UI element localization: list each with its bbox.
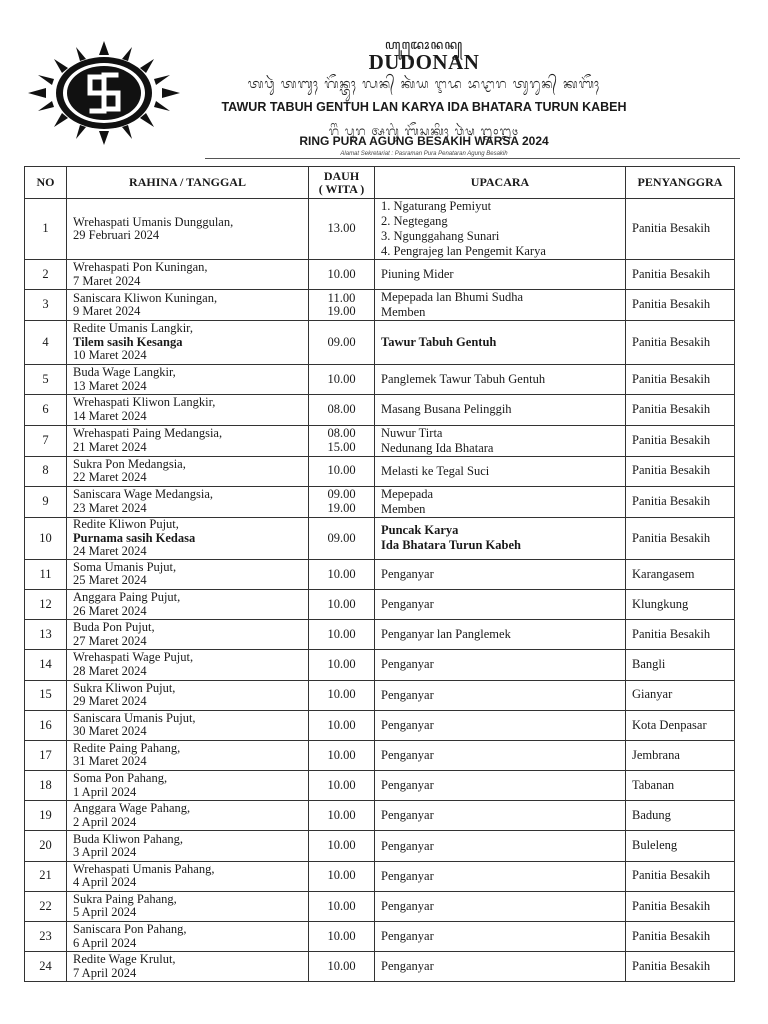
row-penyanggra: Panitia Besakih [626,922,735,952]
row-number: 7 [25,425,67,456]
dauh-time: 15.00 [327,439,356,454]
row-number: 13 [25,620,67,650]
row-penyanggra: Panitia Besakih [626,321,735,365]
row-rahina-tanggal [67,321,309,365]
row-dauh [309,952,375,982]
dauh-time: 10.00 [327,928,356,943]
rahina-line: Soma Umanis Pujut, [73,559,177,574]
row-penyanggra: Panitia Besakih [626,620,735,650]
upacara-line: Tawur Tabuh Gentuh [381,335,497,350]
row-penyanggra: Panitia Besakih [626,517,735,559]
upacara-line: Nuwur Tirta [381,425,443,440]
row-upacara [375,861,626,891]
row-penyanggra: Panitia Besakih [626,260,735,290]
row-upacara [375,199,626,260]
row-number: 5 [25,365,67,395]
rahina-line: Buda Kliwon Pahang, [73,831,184,846]
dauh-time: 10.00 [327,596,356,611]
row-upacara [375,321,626,365]
row-rahina-tanggal [67,517,309,559]
rahina-line: 28 Maret 2024 [73,663,147,678]
row-dauh [309,517,375,559]
upacara-line: Nedunang Ida Bhatara [381,440,494,455]
dauh-time: 08.00 [327,426,356,441]
header-rahina: RAHINA / TANGGAL [67,167,309,199]
row-rahina-tanggal [67,922,309,952]
row-number: 14 [25,650,67,680]
rahina-line: Buda Pon Pujut, [73,620,155,635]
upacara-line: Penganyar [381,747,434,762]
rahina-line: Wrehaspati Pon Kuningan, [73,260,208,275]
upacara-line: Memben [381,305,426,320]
row-rahina-tanggal [67,290,309,321]
rahina-line: Wrehaspati Wage Pujut, [73,650,194,665]
row-number: 22 [25,891,67,921]
row-number: 24 [25,952,67,982]
table-row [25,740,735,770]
row-upacara [375,831,626,861]
upacara-line: Piuning Mider [381,267,454,282]
row-rahina-tanggal [67,710,309,740]
upacara-line: Memben [381,501,426,516]
row-dauh [309,589,375,619]
row-dauh [309,456,375,486]
table-row [25,952,735,982]
upacara-line: 4. Pengrajeg lan Pengemit Karya [381,244,546,258]
row-upacara [375,922,626,952]
dauh-time: 10.00 [327,898,356,913]
row-upacara [375,425,626,456]
table-row [25,517,735,559]
row-upacara [375,486,626,517]
row-number: 9 [25,486,67,517]
rahina-line: 7 April 2024 [73,965,137,980]
row-rahina-tanggal [67,891,309,921]
row-rahina-tanggal [67,365,309,395]
rahina-line: 29 Februari 2024 [73,228,160,242]
document-header [0,0,768,160]
row-dauh [309,831,375,861]
row-dauh [309,891,375,921]
upacara-line: Penganyar [381,597,434,612]
row-number: 1 [25,199,67,260]
rahina-line: Redite Wage Krulut, [73,952,176,967]
rahina-line: Saniscara Pon Pahang, [73,922,187,937]
row-dauh [309,922,375,952]
rahina-line: Sukra Pon Medangsia, [73,456,186,471]
dauh-time: 08.00 [327,402,356,417]
row-dauh [309,861,375,891]
row-upacara [375,620,626,650]
rahina-line: Wrehaspati Kliwon Langkir, [73,395,216,410]
row-dauh [309,395,375,425]
upacara-line: Mepepada lan Bhumi Sudha [381,290,523,305]
dauh-time: 10.00 [327,777,356,792]
row-number: 15 [25,680,67,710]
rahina-line: Sukra Kliwon Pujut, [73,680,176,695]
rahina-line: 2 April 2024 [73,814,137,829]
row-number: 23 [25,922,67,952]
dauh-time: 10.00 [327,372,356,387]
row-number: 4 [25,321,67,365]
balinese-script-location: ᬭᬶᬂ ᬧᬸᬭ ᬅᬕᬸᬂ ᬩᭂᬲᬓᬶᬄ ᬯᬃᬱ ᭒᭐᭒᭔ [328,124,520,138]
upacara-line: Melasti ke Tegal Suci [381,463,490,478]
row-penyanggra: Panitia Besakih [626,395,735,425]
rahina-line: Redite Paing Pahang, [73,740,181,755]
row-rahina-tanggal [67,620,309,650]
upacara-line: Mepepada [381,486,434,501]
row-upacara [375,456,626,486]
table-row [25,891,735,921]
table-row [25,589,735,619]
row-dauh [309,321,375,365]
table-row [25,290,735,321]
rahina-line: Wrehaspati Umanis Pahang, [73,861,215,876]
row-penyanggra: Panitia Besakih [626,891,735,921]
rahina-line: 31 Maret 2024 [73,754,147,769]
document-title: DUDONAN [368,50,480,74]
row-dauh [309,771,375,801]
rahina-line: 6 April 2024 [73,935,137,950]
row-dauh [309,740,375,770]
rahina-line: Tilem sasih Kesanga [73,334,183,349]
rahina-line: Purnama sasih Kedasa [73,530,196,545]
row-rahina-tanggal [67,831,309,861]
upacara-line: Panglemek Tawur Tabuh Gentuh [381,372,546,387]
header-dauh [309,167,375,199]
dauh-time: 11.00 [327,290,356,305]
rahina-line: Wrehaspati Paing Medangsia, [73,426,223,441]
rahina-line: 14 Maret 2024 [73,408,147,423]
row-rahina-tanggal [67,650,309,680]
row-dauh [309,199,375,260]
row-penyanggra: Badung [626,801,735,831]
upacara-line: Ida Bhatara Turun Kabeh [381,538,521,553]
row-rahina-tanggal [67,801,309,831]
rahina-line: Soma Pon Pahang, [73,771,168,786]
table-row [25,680,735,710]
row-number: 19 [25,801,67,831]
dauh-time: 10.00 [327,266,356,281]
row-penyanggra: Gianyar [626,680,735,710]
upacara-line: Penganyar [381,687,434,702]
dauh-time: 10.00 [327,808,356,823]
table-row [25,861,735,891]
table-row [25,831,735,861]
upacara-line: Penganyar [381,929,434,944]
rahina-line: Sukra Paing Pahang, [73,891,177,906]
upacara-line: Penganyar [381,959,434,974]
table-row [25,260,735,290]
table-row [25,650,735,680]
dauh-time: 10.00 [327,687,356,702]
upacara-line: Penganyar [381,868,434,883]
row-dauh [309,365,375,395]
balinese-script-subtitle: ᬢᬯᬸᬃ ᬢᬩᬸᬄ ᬕᭂᬦ᭄ᬢᬸᬄ ᬮᬦ᭄ ᬓᬃᬬ ᬇᬤ ᬪᬝᬭ ᬢᬸᬭᬸᬦ᭄ ᬓᬩᭂᬄ [247,77,601,92]
schedule-table [24,166,735,982]
rahina-line: Anggara Wage Pahang, [73,801,191,816]
table-row [25,710,735,740]
row-penyanggra: Panitia Besakih [626,425,735,456]
balinese-script-title: ꦲꦸꦢꦺꦴꦤꦤ꧀ [384,38,464,53]
row-upacara [375,589,626,619]
dauh-time: 10.00 [327,657,356,672]
dauh-time: 10.00 [327,626,356,641]
row-number: 17 [25,740,67,770]
rahina-line: 9 Maret 2024 [73,304,141,319]
row-penyanggra: Kota Denpasar [626,710,735,740]
dauh-time: 10.00 [327,463,356,478]
row-rahina-tanggal [67,486,309,517]
row-dauh [309,425,375,456]
rahina-line: 29 Maret 2024 [73,694,147,709]
rahina-line: 22 Maret 2024 [73,470,147,485]
row-number: 8 [25,456,67,486]
upacara-line: 1. Ngaturang Pemiyut [381,199,492,213]
row-rahina-tanggal [67,952,309,982]
rahina-line: Wrehaspati Umanis Dunggulan, [73,214,234,229]
row-rahina-tanggal [67,589,309,619]
dauh-time: 19.00 [327,500,356,515]
dauh-time: 19.00 [327,304,356,319]
row-upacara [375,260,626,290]
upacara-line: 2. Negtegang [381,214,448,228]
rahina-line: 13 Maret 2024 [73,378,147,393]
table-row [25,486,735,517]
row-penyanggra: Panitia Besakih [626,486,735,517]
dauh-time: 09.00 [327,487,356,502]
row-rahina-tanggal [67,395,309,425]
row-upacara [375,559,626,589]
dauh-time: 10.00 [327,566,356,581]
document-location: RING PURA AGUNG BESAKIH WARSA 2024 [299,134,549,148]
row-upacara [375,801,626,831]
table-row [25,456,735,486]
header-dauh-line2: ( WITA ) [318,181,365,196]
row-rahina-tanggal [67,199,309,260]
upacara-line: Penganyar [381,717,434,732]
row-penyanggra: Karangasem [626,559,735,589]
header-dauh-line1: DAUH [323,168,360,183]
rahina-line: 23 Maret 2024 [73,500,147,515]
rahina-line: Redite Kliwon Pujut, [73,517,179,531]
upacara-line: Penganyar [381,657,434,672]
row-upacara [375,395,626,425]
row-dauh [309,559,375,589]
row-penyanggra: Panitia Besakih [626,365,735,395]
row-upacara [375,365,626,395]
table-body [25,199,735,982]
row-dauh [309,650,375,680]
row-number: 11 [25,559,67,589]
row-penyanggra: Buleleng [626,831,735,861]
header-no: NO [25,167,67,199]
dauh-time: 09.00 [327,530,356,545]
row-penyanggra: Panitia Besakih [626,952,735,982]
row-penyanggra: Panitia Besakih [626,199,735,260]
row-rahina-tanggal [67,680,309,710]
row-number: 21 [25,861,67,891]
upacara-line: Penganyar [381,778,434,793]
rahina-line: 24 Maret 2024 [73,544,147,558]
dauh-time: 10.00 [327,717,356,732]
rahina-line: 3 April 2024 [73,845,137,860]
row-number: 3 [25,290,67,321]
rahina-line: 7 Maret 2024 [73,273,141,288]
upacara-line: Penganyar [381,808,434,823]
rahina-line: 5 April 2024 [73,905,137,920]
row-number: 10 [25,517,67,559]
row-rahina-tanggal [67,456,309,486]
row-rahina-tanggal [67,771,309,801]
header-penyanggra: PENYANGGRA [626,167,735,199]
row-dauh [309,290,375,321]
row-rahina-tanggal [67,260,309,290]
row-penyanggra: Jembrana [626,740,735,770]
row-number: 6 [25,395,67,425]
row-penyanggra: Panitia Besakih [626,861,735,891]
row-rahina-tanggal [67,861,309,891]
row-upacara [375,680,626,710]
table-row [25,620,735,650]
row-upacara [375,517,626,559]
row-dauh [309,260,375,290]
row-number: 16 [25,710,67,740]
secretariat-address: Alamat Sekretariat : Pasraman Pura Penataran Agung Besakih [340,151,508,157]
row-rahina-tanggal [67,425,309,456]
row-penyanggra: Bangli [626,650,735,680]
rahina-line: 10 Maret 2024 [73,348,147,363]
table-row [25,801,735,831]
row-dauh [309,801,375,831]
row-penyanggra: Klungkung [626,589,735,619]
row-rahina-tanggal [67,559,309,589]
rahina-line: Saniscara Wage Medangsia, [73,487,214,502]
upacara-line: 3. Ngunggahang Sunari [381,229,500,243]
table-row [25,321,735,365]
row-upacara [375,891,626,921]
rahina-line: 4 April 2024 [73,875,137,890]
header-upacara: UPACARA [375,167,626,199]
row-penyanggra: Panitia Besakih [626,456,735,486]
table-row [25,395,735,425]
row-dauh [309,486,375,517]
upacara-line: Penganyar lan Panglemek [381,627,511,642]
rahina-line: 1 April 2024 [73,784,137,799]
row-upacara [375,771,626,801]
rahina-line: Saniscara Kliwon Kuningan, [73,290,218,305]
rahina-line: 21 Maret 2024 [73,439,147,454]
row-number: 2 [25,260,67,290]
row-dauh [309,680,375,710]
row-upacara [375,290,626,321]
dauh-time: 13.00 [327,221,356,236]
dauh-time: 10.00 [327,747,356,762]
table-row [25,199,735,260]
dauh-time: 09.00 [327,334,356,349]
row-upacara [375,710,626,740]
table-header-row [25,167,735,199]
row-upacara [375,740,626,770]
rahina-line: 30 Maret 2024 [73,724,147,739]
row-rahina-tanggal [67,740,309,770]
rahina-line: Redite Umanis Langkir, [73,321,193,336]
upacara-line: Penganyar [381,566,434,581]
table-row [25,365,735,395]
table-row [25,559,735,589]
dauh-time: 10.00 [327,838,356,853]
row-penyanggra: Panitia Besakih [626,290,735,321]
row-dauh [309,620,375,650]
rahina-line: Anggara Paing Pujut, [73,590,181,605]
row-number: 20 [25,831,67,861]
rahina-line: 26 Maret 2024 [73,603,147,618]
row-upacara [375,650,626,680]
upacara-line: Puncak Karya [381,523,459,538]
row-number: 12 [25,589,67,619]
upacara-line: Masang Busana Pelinggih [381,402,512,417]
upacara-line: Penganyar [381,838,434,853]
rahina-line: 25 Maret 2024 [73,573,147,588]
upacara-line: Penganyar [381,898,434,913]
table-row [25,771,735,801]
rahina-line: 27 Maret 2024 [73,633,147,648]
header-divider [205,158,740,159]
rahina-line: Buda Wage Langkir, [73,365,176,380]
row-dauh [309,710,375,740]
table-row [25,922,735,952]
table-row [25,425,735,456]
rahina-line: Saniscara Umanis Pujut, [73,710,196,725]
row-upacara [375,952,626,982]
row-penyanggra: Tabanan [626,771,735,801]
row-number: 18 [25,771,67,801]
dauh-time: 10.00 [327,959,356,974]
dauh-time: 10.00 [327,868,356,883]
document-subtitle: TAWUR TABUH GENTUH LAN KARYA IDA BHATARA TURUN KABEH [221,100,627,114]
